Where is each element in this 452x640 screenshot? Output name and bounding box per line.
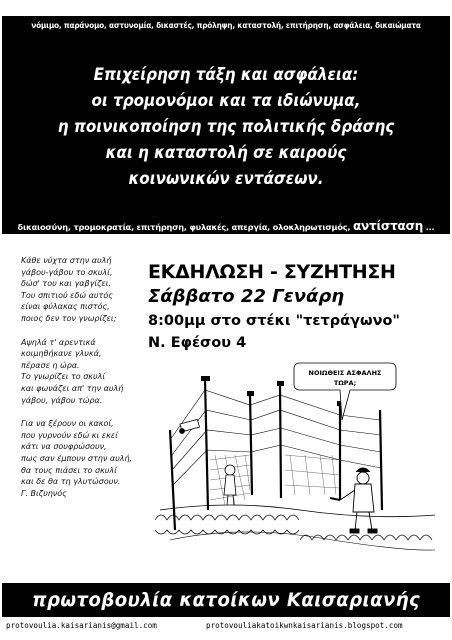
headline-line: Επιχείρηση τάξη και ασφάλεια: [93, 65, 359, 84]
footer-band [2, 583, 450, 617]
bubble-text-line2: ΤΩΡΑ; [333, 379, 357, 387]
poem-stanza [21, 418, 133, 499]
keywords-bottom-end: ... [425, 222, 435, 232]
headline [20, 62, 432, 192]
poem-author: Γ. Βιζυηνός [21, 488, 67, 498]
poem-line: Κάθε νύχτα στην αυλή [21, 256, 112, 265]
poem-line: Αψηλά τ' αρεντικά [21, 337, 96, 347]
poem-stanza [21, 337, 133, 407]
poem-line: πέρασε η ώρα. [21, 360, 80, 370]
poem-line: και φωνάζει απ' την αυλή [21, 383, 124, 393]
event-title: ΕΚΔΗΛΩΣΗ - ΣΥΖΗΤΗΣΗ [148, 261, 396, 283]
event-date: Σάββατο 22 Γενάρη [148, 286, 345, 307]
headline-line: και η καταστολή σε καιρούς [105, 143, 347, 162]
contact-email[interactable]: protovoulia.kaisarianis@gmail.com [6, 621, 157, 630]
cartoon-illustration [150, 360, 440, 570]
poem-line: γάβου, γάβου τώρα. [21, 395, 103, 405]
event-time-place: 8:00μμ στο στέκι "τετράγωνο" [148, 313, 400, 329]
poem-stanza [21, 255, 133, 325]
poem-line: είναι φύλακας πιστός, [21, 302, 110, 312]
group-name: πρωτοβουλία κατοίκων Καισαριανής [31, 589, 421, 611]
keywords-top: νόμιμο, παράνομο, αστυνομία, δικαστές, πρόληψη, καταστολή, επιτήρηση, ασφάλεια, δικαιώματα [31, 20, 421, 30]
poem-line: γάβου-γάβου το σκυλί, [21, 267, 113, 277]
poem-line: κοιμηθήκανε γλυκά, [21, 349, 102, 359]
poem [21, 255, 133, 511]
headline-line: οι τρομονόμοι και τα ιδιώνυμα, [91, 91, 361, 110]
poem-line: κάτι να σουφρώσουν, [21, 442, 107, 452]
poem-line: δώσ' του και γαβγίζει. [21, 279, 112, 289]
header-band [2, 16, 450, 234]
poem-line: ποιος δεν τον γνωρίζει; [21, 313, 117, 323]
poem-line: και δε θα τη γλυτώσουν. [21, 477, 121, 487]
event-address: Ν. Εφέσου 4 [148, 335, 247, 351]
event-info [148, 260, 448, 354]
keywords-bottom [2, 219, 450, 233]
contact-blog[interactable]: protovouliakatoikwnkaisarianis.blogspot.com [206, 621, 403, 630]
poem-line: που γυρνούν εδώ κι εκεί [21, 430, 118, 440]
keywords-bottom-accent: αντίσταση [352, 219, 424, 233]
bubble-text-line1: ΝΟΙΩΘΕΙΣ ΑΣΦΑΛΗΣ [308, 369, 382, 377]
poem-line: Για να ξέρουν οι κακοί, [21, 419, 114, 429]
poem-line: Του σπιτιού εδώ αυτός [21, 290, 113, 300]
headline-line: η ποινικοποίηση της πολιτικής δράσης [57, 117, 395, 136]
poem-line: θα τους πιάσει το σκυλί [21, 465, 117, 475]
poem-line: πως σαν έμπουν στην αυλή, [21, 453, 133, 463]
headline-line: κοινωνικών εντάσεων. [128, 169, 324, 188]
keywords-bottom-text: δικαιοσύνη, τρομοκρατία, επιτήρηση, φυλακές, απεργία, ολοκληρωτισμός, [17, 222, 351, 232]
poem-line: Το γνωρίζει το σκυλί [21, 372, 106, 382]
